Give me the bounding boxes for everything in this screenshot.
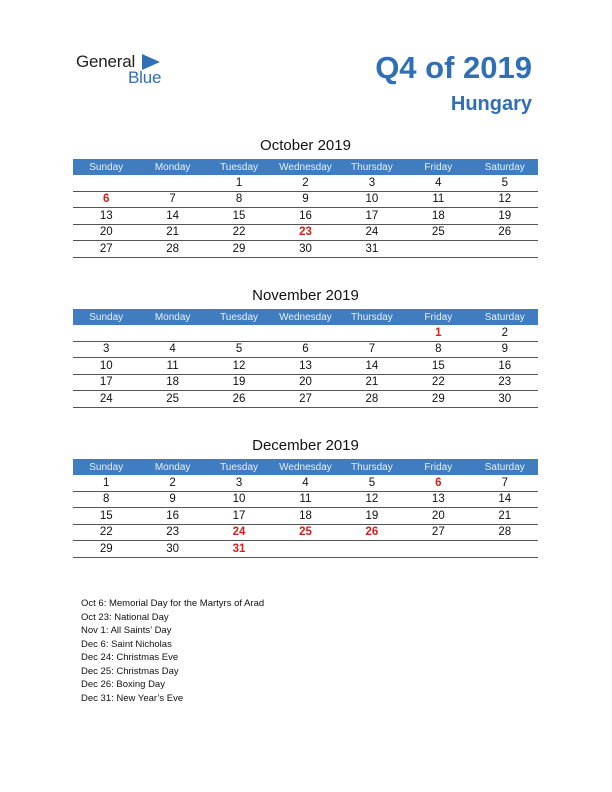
month-november (73, 285, 538, 408)
holiday-day-cell: 25 (272, 524, 338, 541)
day-cell: 3 (206, 475, 272, 491)
day-cell: 12 (206, 358, 272, 375)
day-cell: 13 (405, 491, 471, 508)
weekday-header: Tuesday (206, 459, 272, 475)
weekday-header: Tuesday (206, 159, 272, 175)
day-cell: 14 (472, 491, 538, 508)
holiday-day-cell: 31 (206, 541, 272, 558)
day-cell: 24 (73, 391, 139, 408)
empty-day-cell (472, 241, 538, 258)
day-cell: 16 (272, 208, 338, 225)
week-row (73, 241, 538, 258)
day-cell: 5 (472, 175, 538, 191)
day-cell: 13 (73, 208, 139, 225)
day-cell: 10 (206, 491, 272, 508)
week-row (73, 508, 538, 525)
logo-text-general: General (76, 52, 136, 71)
holiday-day-cell: 26 (339, 524, 405, 541)
weekday-header: Saturday (472, 459, 538, 475)
day-cell: 30 (272, 241, 338, 258)
holiday-note: Dec 6: Saint Nicholas (81, 638, 172, 650)
day-cell: 21 (472, 508, 538, 525)
month-october (73, 135, 538, 258)
weekday-header-row (73, 309, 538, 325)
day-cell: 18 (139, 374, 205, 391)
day-cell: 3 (73, 341, 139, 358)
day-cell: 1 (206, 175, 272, 191)
holiday-day-cell: 1 (405, 325, 471, 341)
day-cell: 7 (472, 475, 538, 491)
country-name: Hungary (450, 93, 532, 115)
day-cell: 9 (472, 341, 538, 358)
weekday-header: Wednesday (272, 309, 338, 325)
day-cell: 18 (405, 208, 471, 225)
weekday-header-row (73, 459, 538, 475)
weekday-header: Sunday (73, 159, 139, 175)
empty-day-cell (139, 175, 205, 191)
calendar-grid (73, 159, 538, 258)
day-cell: 19 (206, 374, 272, 391)
weekday-header: Friday (405, 459, 471, 475)
weekday-header: Tuesday (206, 309, 272, 325)
week-row (73, 175, 538, 191)
day-cell: 27 (405, 524, 471, 541)
day-cell: 8 (206, 191, 272, 208)
weekday-header: Wednesday (272, 159, 338, 175)
day-cell: 4 (405, 175, 471, 191)
day-cell: 12 (339, 491, 405, 508)
day-cell: 5 (206, 341, 272, 358)
week-row (73, 208, 538, 225)
holiday-note: Nov 1: All Saints’ Day (81, 625, 172, 636)
month-december (73, 435, 538, 558)
calendar-grid (73, 459, 538, 558)
day-cell: 16 (139, 508, 205, 525)
day-cell: 1 (73, 475, 139, 491)
day-cell: 24 (339, 224, 405, 241)
day-cell: 21 (339, 374, 405, 391)
weekday-header: Thursday (339, 309, 405, 325)
weekday-header: Monday (139, 309, 205, 325)
holiday-note: Oct 23: National Day (81, 611, 169, 623)
empty-day-cell (73, 325, 139, 341)
day-cell: 25 (139, 391, 205, 408)
weekday-header: Sunday (73, 309, 139, 325)
empty-day-cell (405, 241, 471, 258)
day-cell: 20 (272, 374, 338, 391)
weekday-header: Friday (405, 309, 471, 325)
day-cell: 15 (73, 508, 139, 525)
weekday-header: Monday (139, 459, 205, 475)
day-cell: 15 (405, 358, 471, 375)
week-row (73, 391, 538, 408)
holiday-note: Dec 24: Christmas Eve (81, 652, 179, 663)
day-cell: 17 (73, 374, 139, 391)
weekday-header-row (73, 159, 538, 175)
holiday-note: Oct 6: Memorial Day for the Martyrs of Arad (81, 598, 265, 609)
day-cell: 27 (73, 241, 139, 258)
day-cell: 30 (472, 391, 538, 408)
day-cell: 22 (206, 224, 272, 241)
weekday-header: Saturday (472, 309, 538, 325)
day-cell: 28 (339, 391, 405, 408)
holiday-day-cell: 6 (405, 475, 471, 491)
empty-day-cell (206, 325, 272, 341)
day-cell: 23 (139, 524, 205, 541)
day-cell: 12 (472, 191, 538, 208)
week-row (73, 341, 538, 358)
holiday-note: Dec 31: New Year’s Eve (81, 692, 184, 704)
empty-day-cell (339, 325, 405, 341)
week-row (73, 374, 538, 391)
week-row (73, 325, 538, 341)
day-cell: 22 (73, 524, 139, 541)
day-cell: 8 (405, 341, 471, 358)
holiday-day-cell: 23 (272, 224, 338, 241)
day-cell: 23 (472, 374, 538, 391)
day-cell: 26 (206, 391, 272, 408)
weekday-header: Monday (139, 159, 205, 175)
day-cell: 30 (139, 541, 205, 558)
day-cell: 7 (139, 191, 205, 208)
week-row (73, 475, 538, 491)
day-cell: 4 (139, 341, 205, 358)
day-cell: 14 (139, 208, 205, 225)
day-cell: 2 (472, 325, 538, 341)
day-cell: 11 (272, 491, 338, 508)
logo-text-blue: Blue (128, 68, 162, 87)
day-cell: 11 (139, 358, 205, 375)
day-cell: 10 (339, 191, 405, 208)
day-cell: 20 (73, 224, 139, 241)
empty-day-cell (73, 175, 139, 191)
week-row (73, 524, 538, 541)
holiday-day-cell: 24 (206, 524, 272, 541)
day-cell: 2 (272, 175, 338, 191)
day-cell: 3 (339, 175, 405, 191)
weekday-header: Sunday (73, 459, 139, 475)
day-cell: 5 (339, 475, 405, 491)
day-cell: 31 (339, 241, 405, 258)
month-title: November 2019 (252, 287, 359, 304)
weekday-header: Thursday (339, 159, 405, 175)
empty-day-cell (272, 325, 338, 341)
month-title: December 2019 (252, 437, 359, 454)
calendar-grid (73, 309, 538, 408)
day-cell: 22 (405, 374, 471, 391)
weekday-header: Friday (405, 159, 471, 175)
day-cell: 29 (73, 541, 139, 558)
week-row (73, 358, 538, 375)
day-cell: 29 (206, 241, 272, 258)
holiday-note: Dec 26: Boxing Day (81, 679, 165, 690)
day-cell: 4 (272, 475, 338, 491)
week-row (73, 191, 538, 208)
day-cell: 14 (339, 358, 405, 375)
holiday-note: Dec 25: Christmas Day (81, 665, 179, 677)
day-cell: 10 (73, 358, 139, 375)
day-cell: 16 (472, 358, 538, 375)
day-cell: 28 (472, 524, 538, 541)
empty-day-cell (405, 541, 471, 558)
weekday-header: Thursday (339, 459, 405, 475)
week-row (73, 491, 538, 508)
day-cell: 25 (405, 224, 471, 241)
holiday-day-cell: 6 (73, 191, 139, 208)
day-cell: 13 (272, 358, 338, 375)
holiday-notes (81, 597, 264, 705)
empty-day-cell (139, 325, 205, 341)
day-cell: 21 (139, 224, 205, 241)
day-cell: 6 (272, 341, 338, 358)
day-cell: 20 (405, 508, 471, 525)
empty-day-cell (339, 541, 405, 558)
empty-day-cell (272, 541, 338, 558)
brand-logo (76, 52, 176, 92)
empty-day-cell (472, 541, 538, 558)
week-row (73, 224, 538, 241)
day-cell: 17 (206, 508, 272, 525)
day-cell: 2 (139, 475, 205, 491)
day-cell: 26 (472, 224, 538, 241)
day-cell: 7 (339, 341, 405, 358)
page-title: Q4 of 2019 (375, 50, 532, 85)
day-cell: 9 (272, 191, 338, 208)
day-cell: 8 (73, 491, 139, 508)
weekday-header: Saturday (472, 159, 538, 175)
day-cell: 19 (339, 508, 405, 525)
day-cell: 9 (139, 491, 205, 508)
month-title: October 2019 (260, 137, 351, 154)
day-cell: 27 (272, 391, 338, 408)
day-cell: 18 (272, 508, 338, 525)
day-cell: 11 (405, 191, 471, 208)
day-cell: 15 (206, 208, 272, 225)
day-cell: 29 (405, 391, 471, 408)
day-cell: 28 (139, 241, 205, 258)
day-cell: 19 (472, 208, 538, 225)
weekday-header: Wednesday (272, 459, 338, 475)
week-row (73, 541, 538, 558)
day-cell: 17 (339, 208, 405, 225)
